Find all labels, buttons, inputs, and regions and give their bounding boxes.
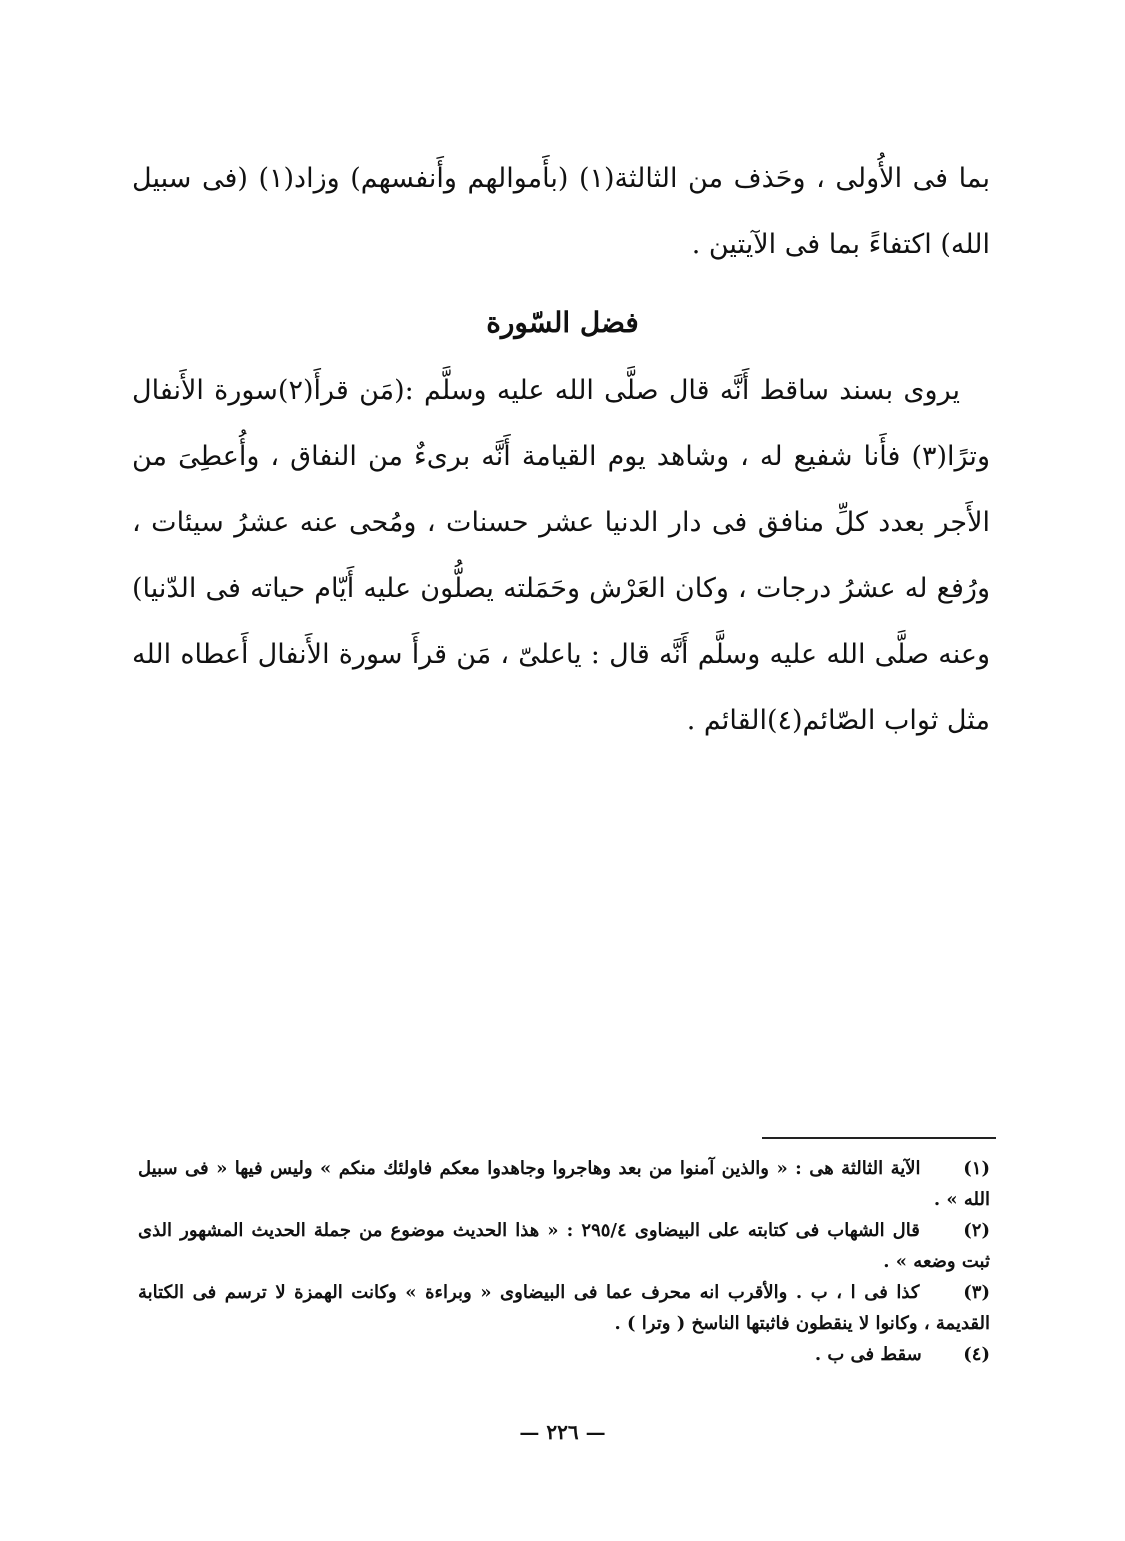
footnote-4 [138, 1339, 990, 1370]
virtue-paragraph-text: يروى بسند ساقط أَنَّه قال صلَّى الله عليه وسلَّم :(مَن قرأَ(٢)سورة الأَنفال وترًا(٣) فأَنا شفيع له ، وشاهد يوم القيامة أَنَّه برىءٌ من النفاق ، وأُعطِىَ من الأَجر بعدد كلِّ منافق فى دار الدنيا عشر حسنات ، ومُحى عنه عشرُ سيئات ، ورُفع له عشرُ درجات ، وكان العَرْش وحَمَلته يصلُّون عليه أَيّام حياته فى الدّنيا) وعنه صلَّى الله عليه وسلَّم أَنَّه قال : ياعلىّ ، مَن قرأَ سورة الأَنفال أَعطاه الله مثل ثواب الصّائم(٤)القائم . [132, 375, 990, 736]
footnote-number: (٢) [963, 1220, 990, 1241]
footnote-text: قال الشهاب فى كتابته على البيضاوى ٢٩٥/٤ : « هذا الحديث موضوع من جملة الحديث المشهور الذى ثبت وضعه » . [138, 1220, 990, 1272]
footnotes [138, 1153, 990, 1370]
top-paragraph-text: بما فى الأُولى ، وحَذف من الثالثة(١) (بأَموالهم وأَنفسهم) وزاد(١) (فى سبيل الله) اكتفاءً بما فى الآيتين . [132, 163, 990, 260]
section-title: فضل السّورة [486, 306, 639, 339]
top-paragraph [132, 146, 990, 278]
footnote-text: سقط فى ب . [814, 1344, 922, 1365]
footnote-number: (١) [963, 1158, 990, 1179]
page-number: — ٢٢٦ — [519, 1420, 606, 1444]
footnote-2 [138, 1215, 990, 1277]
footnote-number: (٤) [963, 1344, 990, 1365]
footnote-1 [138, 1153, 990, 1215]
virtue-paragraph [132, 358, 990, 754]
footnote-text: الآية الثالثة هى : « والذين آمنوا من بعد وهاجروا وجاهدوا معكم فاولئك منكم » وليس فيها « فى سبيل الله » . [138, 1158, 990, 1210]
footnote-text: كذا فى ا ، ب . والأقرب انه محرف عما فى البيضاوى « وبراءة » وكانت الهمزة لا ترسم فى الكتابة القديمة ، وكانوا لا ينقطون فاثبتها الناسخ ( وترا ) . [138, 1282, 990, 1334]
footnote-separator [762, 1137, 996, 1139]
footnote-3 [138, 1277, 990, 1339]
footnote-number: (٣) [963, 1282, 990, 1303]
